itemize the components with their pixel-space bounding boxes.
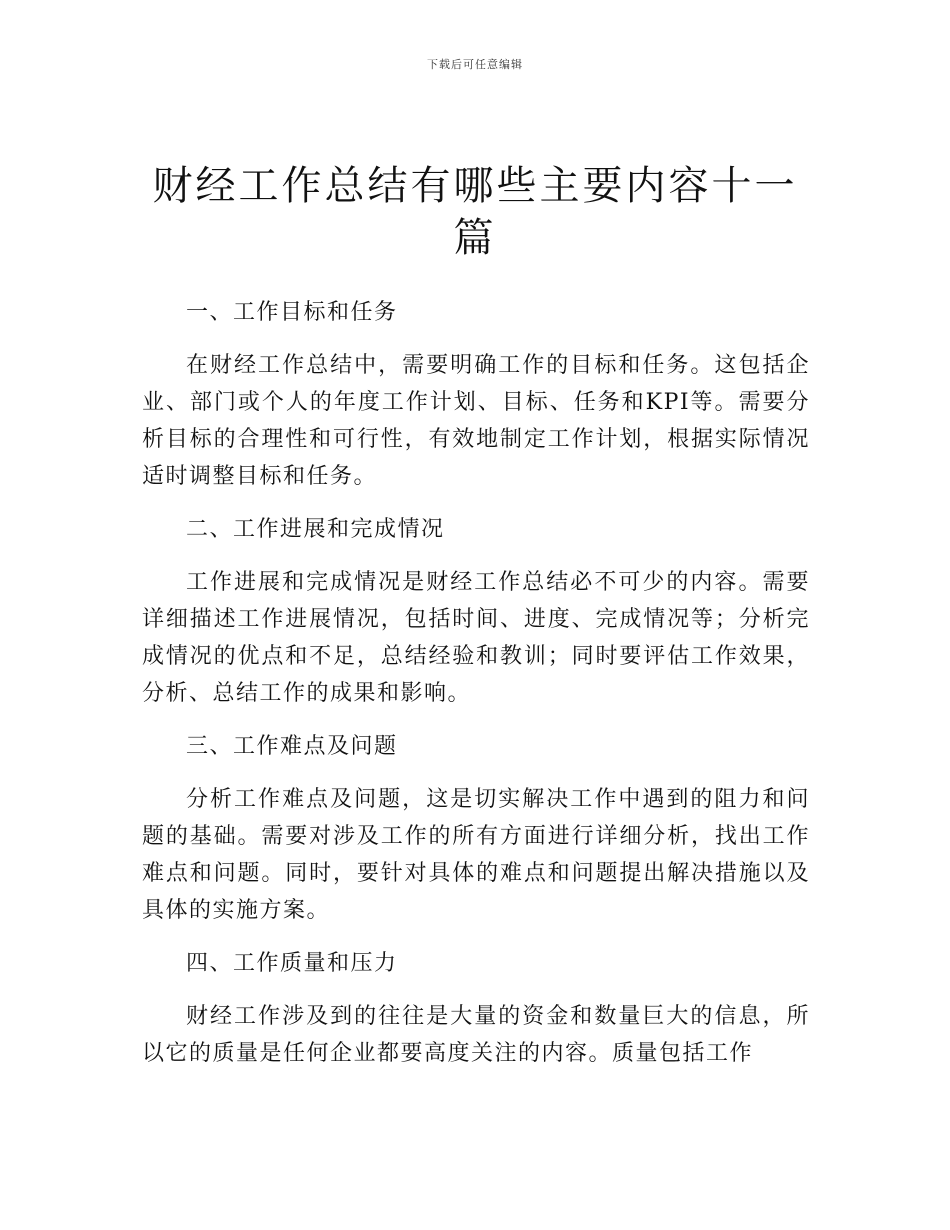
section-heading-1: 一、工作目标和任务 [186,300,398,325]
section-body-2: 工作进展和完成情况是财经工作总结必不可少的内容。需要详细描述工作进展情况，包括时间、进度、完成情况等；分析完成情况的优点和不足，总结经验和教训；同时要评估工作效果，分析、总结工作的成果和影响。 [142,570,810,706]
document-title: 财经工作总结有哪些主要内容十一篇 [152,163,798,261]
section-body-4: 财经工作涉及到的往往是大量的资金和数量巨大的信息，所以它的质量是任何企业都要高度关注的内容。质量包括工作 [142,1004,810,1066]
section-body-3: 分析工作难点及问题，这是切实解决工作中遇到的阻力和问题的基础。需要对涉及工作的所有方面进行详细分析，找出工作难点和问题。同时，要针对具体的难点和问题提出解决措施以及具体的实施方案。 [142,787,810,923]
section-heading-4: 四、工作质量和压力 [186,951,398,976]
document-body [142,294,810,1088]
section-body-1: 在财经工作总结中，需要明确工作的目标和任务。这包括企业、部门或个人的年度工作计划、目标、任务和KPI等。需要分析目标的合理性和可行性，有效地制定工作计划，根据实际情况适时调整目标和任务。 [142,353,810,489]
section-heading-3: 三、工作难点及问题 [186,734,398,759]
header-note: 下载后可任意编辑 [427,58,523,71]
section-heading-2: 二、工作进展和完成情况 [186,517,445,542]
